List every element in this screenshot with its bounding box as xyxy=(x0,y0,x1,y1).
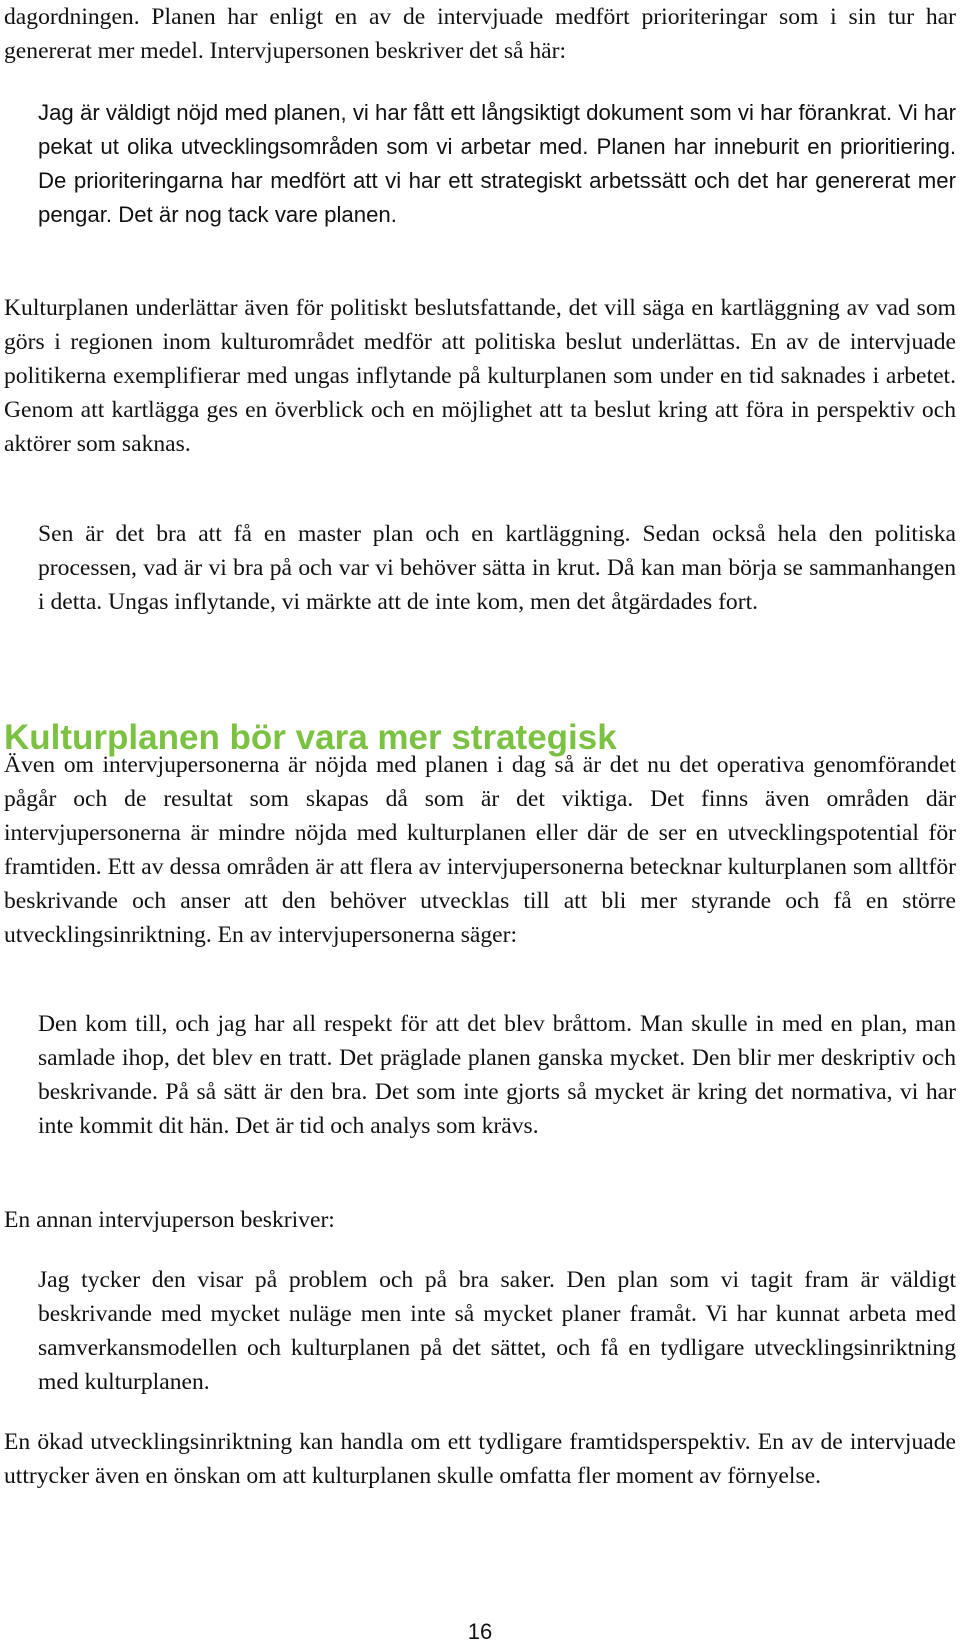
block-quote-2: Sen är det bra att få en master plan och en kartläggning. Sedan också hela den politiska processen, vad är vi bra på och var vi behöver sätta in krut. Då kan man börja se sammanhangen i detta. Ungas inflytande, vi märkte att de inte kom, men det åtgärdades fort. xyxy=(38,521,956,615)
paragraph-4: En annan intervjuperson beskriver: xyxy=(4,1207,335,1233)
paragraph-2: Kulturplanen underlättar även för politiskt beslutsfattande, det vill säga en kartläggning av vad som görs i regionen inom kulturområdet medför att politiska beslut underlättas. En av de intervjuade politikerna exemplifierar med ungas inflytande på kulturplanen som under en tid saknades i arbetet. Genom att kartlägga ges en överblick och en möjlighet att ta beslut kring att föra in perspektiv och aktörer som saknas. xyxy=(4,295,956,457)
paragraph-3: Även om intervjupersonerna är nöjda med planen i dag så är det nu det operativa genomförandet pågår och de resultat som skapas då som är det viktiga. Det finns även områden där intervjupersonerna är mindre nöjda med kulturplanen eller där de ser en utvecklingspotential för framtiden. Ett av dessa områden är att flera av intervjupersonerna betecknar kulturplanen som alltför beskrivande och anser att den behöver utvecklas till att bli mer styrande och få en större utvecklingsinriktning. En av intervjupersonerna säger: xyxy=(4,752,956,948)
block-quote-1: Jag är väldigt nöjd med planen, vi har fått ett långsiktigt dokument som vi har förankrat. Vi har pekat ut olika utvecklingsområden som vi arbetar med. Planen har inneburit en prioritiering. De prioriteringarna har medfört att vi har ett strategiskt arbetssätt och det har genererat mer pengar. Det är nog tack vare planen. xyxy=(38,100,956,227)
paragraph-intro: dagordningen. Planen har enligt en av de intervjuade medfört prioriteringar som i sin tur har genererat mer medel. Intervjupersonen beskriver det så här: xyxy=(4,4,956,64)
section-heading: Kulturplanen bör vara mer strategisk xyxy=(4,718,617,757)
block-quote-3: Den kom till, och jag har all respekt för att det blev bråttom. Man skulle in med en plan, man samlade ihop, det blev en tratt. Det präglade planen ganska mycket. Den blir mer deskriptiv och beskrivande. På så sätt är den bra. Det som inte gjorts så mycket är kring det normativa, vi har inte kommit dit hän. Det är tid och analys som krävs. xyxy=(38,1011,956,1139)
block-quote-4: Jag tycker den visar på problem och på bra saker. Den plan som vi tagit fram är väldigt beskrivande med mycket nuläge men inte så mycket planer framåt. Vi har kunnat arbeta med samverkansmodellen och kulturplanen på det sättet, och få en tydligare utvecklingsinriktning med kulturplanen. xyxy=(38,1267,956,1395)
paragraph-5: En ökad utvecklingsinriktning kan handla om ett tydligare framtidsperspektiv. En av de intervjuade uttrycker även en önskan om att kulturplanen skulle omfatta fler moment av förnyelse. xyxy=(4,1429,956,1489)
page-number: 16 xyxy=(467,1619,493,1644)
